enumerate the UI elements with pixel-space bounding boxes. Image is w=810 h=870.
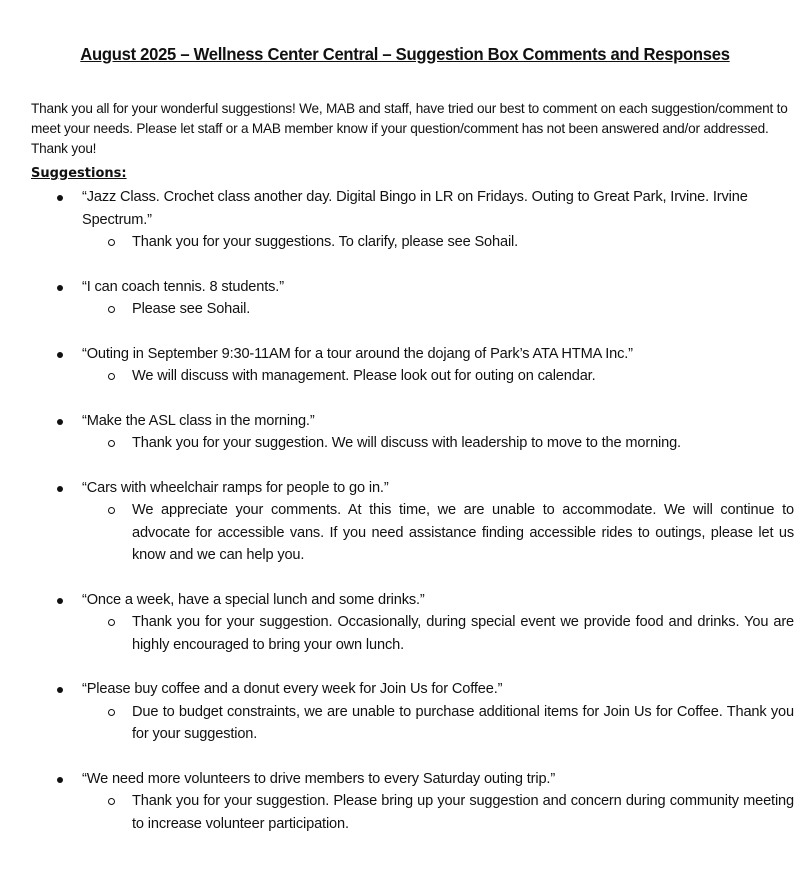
suggestions-list [0,186,810,835]
response-text: Thank you for your suggestion. Please bring up your suggestion and concern during community meeting to increase volunteer participation. [132,793,794,832]
response-text: Thank you for your suggestions. To clarify, please see Sohail. [132,234,519,250]
suggestion-quote: “Outing in September 9:30-11AM for a tour around the dojang of Park’s ATA HTMA Inc.” [82,345,633,362]
response-item [0,231,810,254]
suggestions-heading: Suggestions: [31,166,127,181]
suggestion-quote: “Once a week, have a special lunch and some drinks.” [82,591,425,608]
suggestion-item [0,276,810,321]
bullet-icon [57,352,63,358]
bullet-icon [57,419,63,425]
suggestion-item [0,477,810,567]
bullet-icon [57,687,63,693]
intro-paragraph: Thank you all for your wonderful suggestions! We, MAB and staff, have tried our best to comment on each suggestion/comment to meet your needs. Please let staff or a MAB member know if your question/comment has not been answered and/or addressed. Thank you! [31,101,788,156]
response-item [0,701,810,746]
response-item [0,611,810,656]
hollow-bullet-icon [108,440,115,447]
document-title: August 2025 – Wellness Center Central – Suggestion Box Comments and Responses [80,44,730,64]
suggestion-quote: “I can coach tennis. 8 students.” [82,278,284,295]
response-item [0,432,810,455]
hollow-bullet-icon [108,239,115,246]
hollow-bullet-icon [108,709,115,716]
response-item [0,298,810,321]
hollow-bullet-icon [108,507,115,514]
suggestion-quote: “We need more volunteers to drive members to every Saturday outing trip.” [82,770,556,787]
bullet-icon [57,777,63,783]
suggestion-item [0,343,810,388]
suggestion-item [0,186,810,254]
bullet-icon [57,598,63,604]
suggestion-item [0,410,810,455]
hollow-bullet-icon [108,798,115,805]
response-text: Please see Sohail. [132,301,251,317]
suggestion-quote: “Please buy coffee and a donut every week for Join Us for Coffee.” [82,681,503,697]
response-text: We will discuss with management. Please look out for outing on calendar. [132,368,596,384]
suggestion-quote: “Cars with wheelchair ramps for people to go in.” [82,479,389,496]
suggestion-quote: “Jazz Class. Crochet class another day. Digital Bingo in LR on Fridays. Outing to Great Park, Irvine. Irvine Spectrum.” [82,189,748,228]
response-item [0,365,810,388]
response-item [0,790,810,835]
response-text: Thank you for your suggestion. We will discuss with leadership to move to the morning. [132,435,681,451]
response-text: We appreciate your comments. At this time, we are unable to accommodate. We will continue to advocate for accessible vans. If you need assistance finding accessible rides to outings, please let us know and we can help you. [132,502,794,563]
response-text: Due to budget constraints, we are unable to purchase additional items for Join Us for Coffee. Thank you for your suggestion. [132,703,794,742]
response-text: Thank you for your suggestion. Occasionally, during special event we provide food and drinks. You are highly encouraged to bring your own lunch. [132,614,794,653]
hollow-bullet-icon [108,619,115,626]
bullet-icon [57,195,63,201]
hollow-bullet-icon [108,373,115,380]
suggestion-item [0,678,810,746]
suggestion-item [0,768,810,836]
suggestion-quote: “Make the ASL class in the morning.” [82,412,315,429]
bullet-icon [57,285,63,291]
suggestion-item [0,589,810,657]
bullet-icon [57,486,63,492]
response-item [0,499,810,567]
hollow-bullet-icon [108,306,115,313]
